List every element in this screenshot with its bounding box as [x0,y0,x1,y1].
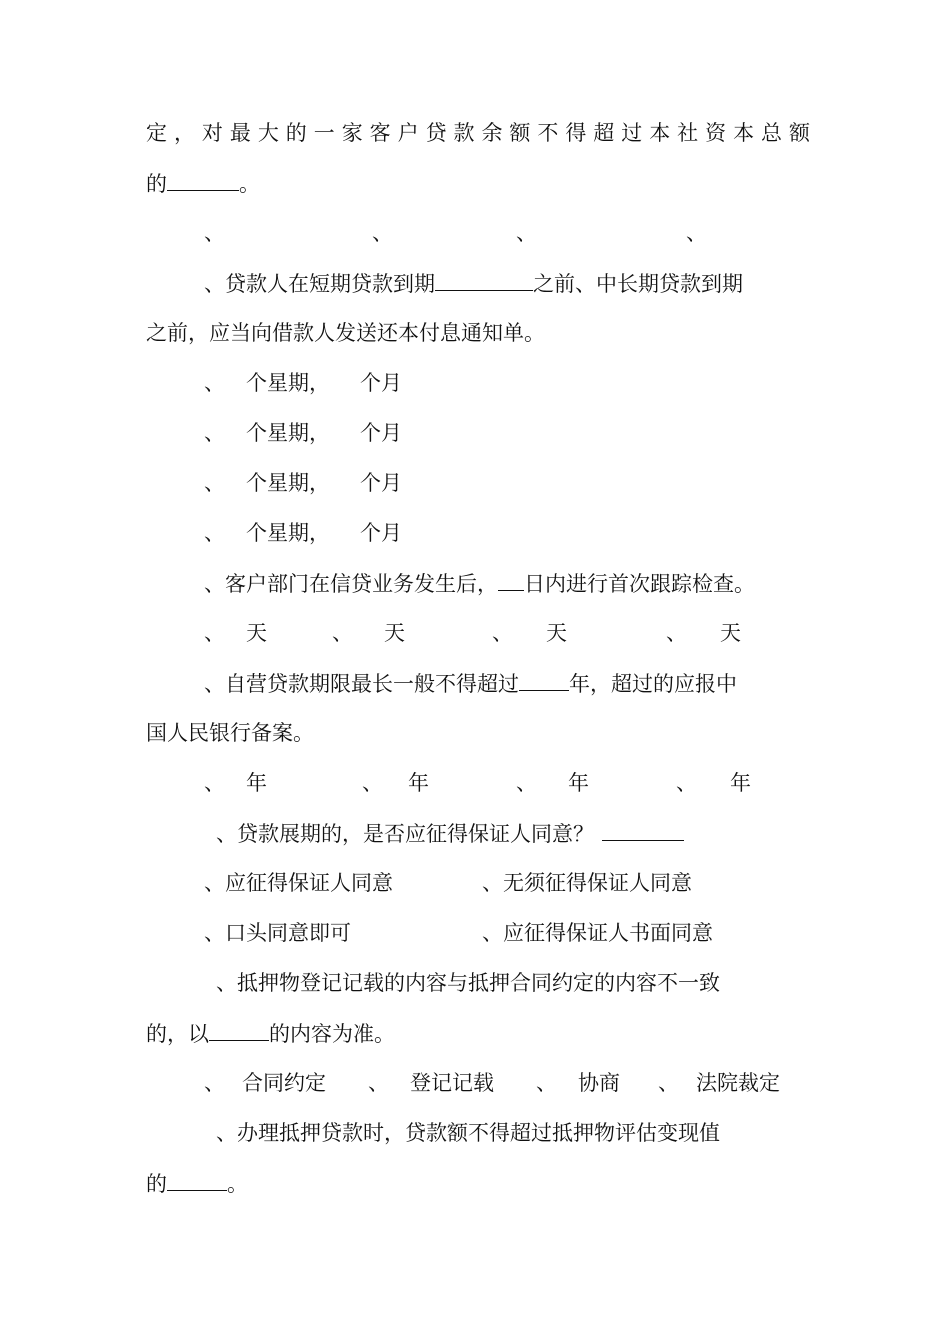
answer-blank [519,668,569,691]
option-mark: 、 [204,221,225,245]
option-mark: 、 [666,621,687,645]
question-line: 之前，应当向借款人发送还本付息通知单。 [146,321,545,345]
option-mark: 、 [332,621,353,645]
option-text: 天 [546,621,567,645]
question-line [146,568,810,599]
question-text: 、客户部门在信贷业务发生后， [204,572,498,596]
option-text: 、口头同意即可 [204,921,351,945]
question-line [146,268,810,299]
option-mark: 、 [686,221,707,245]
text-fragment: 的 [146,172,167,196]
question-text: 、办理抵押贷款时，贷款额不得超过抵押物评估变现值 [216,1121,720,1145]
text-line: 定，对最大的一家客户贷款余额不得超过本社资本总额 [146,121,810,145]
option-text: 天 [246,621,267,645]
option-mark: 、 [372,221,393,245]
option-text: 天 [720,621,741,645]
answer-blank [209,1018,269,1041]
option-text: 年 [408,771,429,795]
option-text: 协商 [578,1071,620,1095]
option-mark: 、 [204,1071,225,1095]
option-mark: 、 [204,521,225,545]
option-text: 个星期， [246,371,330,395]
option-text: 登记记载 [410,1071,494,1095]
question-text: 的 [146,1172,167,1196]
option-mark: 、 [204,621,225,645]
question-line [146,968,810,998]
question-text: 日内进行首次跟踪检查。 [524,572,755,596]
question-line [146,668,810,699]
option-mark: 、 [362,771,383,795]
question-text: 的，以 [146,1022,209,1046]
option-mark: 、 [658,1071,679,1095]
option-mark: 、 [536,1071,557,1095]
question-text: 之前、中长期贷款到期 [533,272,743,296]
option-text: 天 [384,621,405,645]
question-text: 、自营贷款期限最长一般不得超过 [204,672,519,696]
option-text: 个月 [360,521,402,545]
option-text: 年 [246,771,267,795]
option-text: 个星期， [246,471,330,495]
option-mark: 、 [204,371,225,395]
option-mark: 、 [204,471,225,495]
text-fragment: 。 [239,172,260,196]
option-text: 合同约定 [242,1071,326,1095]
question-line [146,1118,810,1148]
option-mark: 、 [516,221,537,245]
option-text: 年 [730,771,751,795]
question-line [146,818,810,849]
question-text: 、抵押物登记记载的内容与抵押合同约定的内容不一致 [216,971,720,995]
option-text: 、应征得保证人同意 [204,871,393,895]
answer-blank [498,568,524,591]
option-text: 、无须征得保证人同意 [482,871,692,895]
question-line [146,1018,810,1049]
question-line [146,1168,810,1199]
text-line [146,168,810,199]
option-text: 个星期， [246,421,330,445]
answer-blank [435,268,533,291]
option-mark: 、 [676,771,697,795]
question-text: 年，超过的应报中 [569,672,737,696]
option-mark: 、 [368,1071,389,1095]
option-text: 年 [568,771,589,795]
option-mark: 、 [204,421,225,445]
question-text: 。 [227,1172,248,1196]
option-text: 法院裁定 [696,1071,780,1095]
option-text: 个星期， [246,521,330,545]
question-text: 、贷款展期的，是否应征得保证人同意？ [216,822,594,846]
answer-blank [602,818,684,841]
question-text: 、贷款人在短期贷款到期 [204,272,435,296]
answer-blank [167,1168,227,1191]
option-mark: 、 [516,771,537,795]
option-text: 个月 [360,471,402,495]
question-text: 的内容为准。 [269,1022,395,1046]
option-text: 个月 [360,421,402,445]
answer-blank [167,168,239,191]
option-mark: 、 [204,771,225,795]
question-line: 国人民银行备案。 [146,721,314,745]
option-text: 、应征得保证人书面同意 [482,921,713,945]
option-mark: 、 [492,621,513,645]
option-text: 个月 [360,371,402,395]
